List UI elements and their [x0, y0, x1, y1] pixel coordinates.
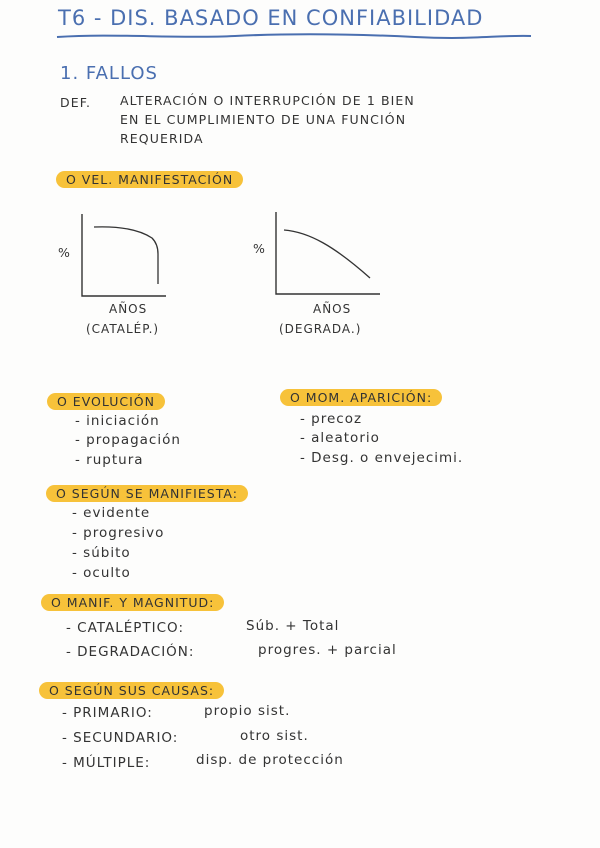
highlight-vel-manifestacion: O VEL. MANIFESTACIÓN	[56, 171, 243, 188]
magnitud-key: - CATALÉPTICO:	[66, 620, 184, 636]
title-underline	[55, 31, 535, 41]
chart2-ylabel: %	[253, 241, 266, 256]
causas-value: otro sist.	[240, 728, 309, 744]
list-item: - oculto	[72, 565, 131, 581]
list-item: - aleatorio	[300, 430, 380, 446]
list-item: - evidente	[72, 505, 151, 521]
chart2-caption: (DEGRADA.)	[279, 322, 362, 336]
chart1-xlabel: AÑOS	[109, 302, 148, 316]
chart2-xlabel: AÑOS	[313, 302, 352, 316]
causas-key: - PRIMARIO:	[62, 705, 153, 721]
chart2-degrada	[274, 210, 384, 300]
highlight-segun-manifiesta: O SEGÚN SE MANIFIESTA:	[46, 485, 248, 502]
list-item: - propagación	[75, 432, 181, 448]
def-label: DEF.	[60, 95, 92, 110]
def-line-1: ALTERACIÓN O INTERRUPCIÓN DE 1 BIEN	[120, 93, 415, 108]
list-item: - precoz	[300, 411, 363, 427]
chart1-caption: (CATALÉP.)	[86, 322, 160, 336]
highlight-aparicion: O MOM. APARICIÓN:	[280, 389, 442, 406]
causas-key: - MÚLTIPLE:	[62, 755, 151, 771]
highlight-magnitud: O MANIF. Y MAGNITUD:	[41, 594, 224, 611]
list-item: - súbito	[72, 545, 131, 561]
chart1-catalep	[80, 212, 170, 300]
causas-value: propio sist.	[204, 703, 291, 719]
list-item: - progresivo	[72, 525, 165, 541]
def-line-3: REQUERIDA	[120, 131, 204, 146]
section-heading: 1. FALLOS	[60, 63, 158, 84]
causas-key: - SECUNDARIO:	[62, 730, 179, 746]
page-title: T6 - DIS. BASADO EN CONFIABILIDAD	[58, 6, 484, 30]
highlight-evolucion: O EVOLUCIÓN	[47, 393, 165, 410]
causas-value: disp. de protección	[196, 752, 344, 768]
list-item: - Desg. o envejecimi.	[300, 450, 464, 466]
highlight-causas: O SEGÚN SUS CAUSAS:	[39, 682, 224, 699]
list-item: - iniciación	[75, 413, 160, 429]
chart1-ylabel: %	[58, 245, 71, 260]
def-line-2: EN EL CUMPLIMIENTO DE UNA FUNCIÓN	[120, 112, 407, 127]
list-item: - ruptura	[75, 452, 144, 468]
magnitud-value: Súb. + Total	[246, 618, 340, 634]
magnitud-key: - DEGRADACIÓN:	[66, 644, 195, 660]
magnitud-value: progres. + parcial	[258, 642, 397, 658]
